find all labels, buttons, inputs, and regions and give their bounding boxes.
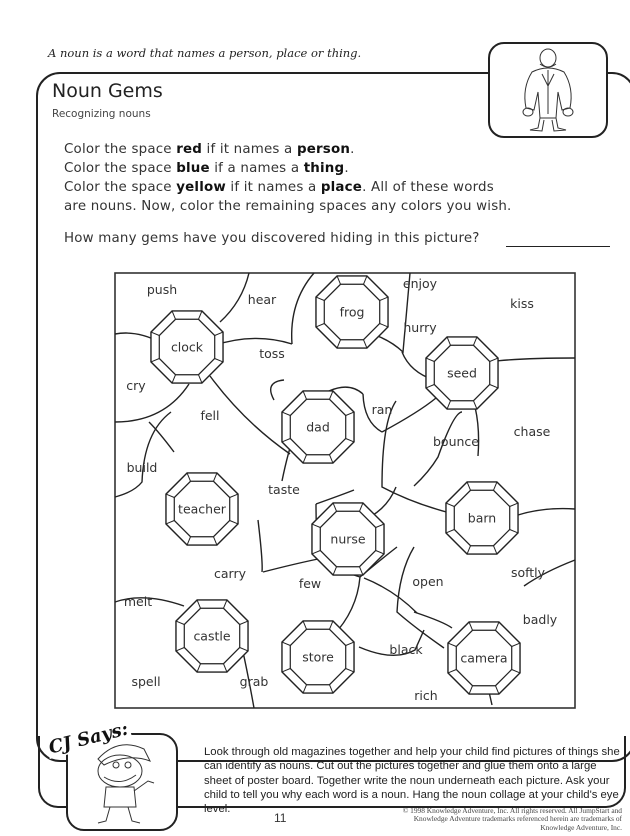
noun-definition: A noun is a word that names a person, place or thing.	[48, 46, 362, 60]
gem-word: castle	[193, 628, 231, 644]
word-badly[interactable]: badly	[522, 612, 558, 627]
gem-word: camera	[460, 650, 508, 666]
gem-word: barn	[467, 510, 497, 526]
cj-says-heading: CJ Says:	[46, 718, 131, 759]
gem-word: clock	[170, 339, 204, 355]
word-few[interactable]: few	[298, 576, 322, 591]
word-melt[interactable]: melt	[123, 594, 153, 609]
word-spell[interactable]: spell	[131, 674, 161, 689]
gem-nurse[interactable]	[312, 503, 384, 575]
word-softly[interactable]: softly	[510, 565, 546, 580]
gem-barn[interactable]	[446, 482, 518, 554]
page-subtitle: Recognizing nouns	[52, 108, 151, 120]
gem-seed[interactable]	[426, 337, 498, 409]
gem-word: dad	[306, 419, 330, 435]
category-thing: thing	[303, 161, 345, 176]
page-number: 11	[274, 811, 287, 825]
word-cry[interactable]: cry	[126, 378, 146, 393]
word-chase[interactable]: chase	[513, 424, 551, 439]
word-build[interactable]: build	[126, 460, 158, 475]
gem-camera[interactable]	[448, 622, 520, 694]
word-ran[interactable]: ran	[371, 402, 393, 417]
word-toss[interactable]: toss	[259, 346, 285, 361]
mascot-frame	[488, 42, 608, 138]
answer-blank[interactable]	[506, 246, 610, 247]
gem-word: nurse	[330, 531, 366, 547]
page-title: Noun Gems	[52, 80, 163, 102]
color-red: red	[176, 142, 203, 157]
instruction-line-2: Color the space blue if a names a thing.	[64, 161, 349, 176]
gem-teacher[interactable]	[166, 473, 238, 545]
category-place: place	[320, 180, 363, 195]
instruction-line-4: are nouns. Now, color the remaining spaces any colors you wish.	[64, 199, 512, 214]
copyright-notice: © 1998 Knowledge Adventure, Inc. All rights reserved. All JumpStart and Knowledge Adventure trademarks referenced herein are trademarks of Knowledge Adventure, Inc.	[402, 806, 622, 832]
gem-word: seed	[447, 365, 477, 381]
gem-word: store	[302, 649, 334, 665]
parent-tip-text: Look through old magazines together and help your child find pictures of things she can identify as nouns. Cut out the pictures together and glue them onto a large sheet of poster board. Together write the noun underneath each picture. Ask your child to tell you why each word is a noun. Hang the noun collage at your child's eye level.	[204, 746, 620, 816]
word-black[interactable]: black	[389, 642, 423, 657]
gem-dad[interactable]	[282, 391, 354, 463]
word-grab[interactable]: grab	[239, 674, 269, 689]
gem-clock[interactable]	[151, 311, 223, 383]
gorilla-mascot-icon	[490, 44, 606, 136]
gem-store[interactable]	[282, 621, 354, 693]
instructions	[64, 140, 512, 216]
word-open[interactable]: open	[412, 574, 444, 589]
word-fell[interactable]: fell	[200, 408, 220, 423]
word-carry[interactable]: carry	[214, 566, 246, 581]
word-hurry[interactable]: hurry	[403, 320, 437, 335]
word-kiss[interactable]: kiss	[510, 296, 534, 311]
gem-word: teacher	[178, 501, 226, 517]
gem-castle[interactable]	[176, 600, 248, 672]
color-blue: blue	[176, 161, 210, 176]
word-hear[interactable]: hear	[247, 292, 277, 307]
noun-gems-puzzle	[114, 272, 576, 709]
word-enjoy[interactable]: enjoy	[402, 276, 438, 291]
category-person: person	[296, 142, 351, 157]
color-yellow: yellow	[176, 180, 226, 195]
gem-word: frog	[339, 304, 365, 320]
word-taste[interactable]: taste	[268, 482, 300, 497]
gem-count-question: How many gems have you discovered hiding in this picture?	[64, 231, 480, 246]
word-push[interactable]: push	[146, 282, 178, 297]
instruction-line-1: Color the space red if it names a person.	[64, 142, 355, 157]
word-bounce[interactable]: bounce	[433, 434, 479, 449]
instruction-line-3: Color the space yellow if it names a place. All of these words	[64, 180, 494, 195]
gem-frog[interactable]	[316, 276, 388, 348]
word-rich[interactable]: rich	[414, 688, 438, 703]
